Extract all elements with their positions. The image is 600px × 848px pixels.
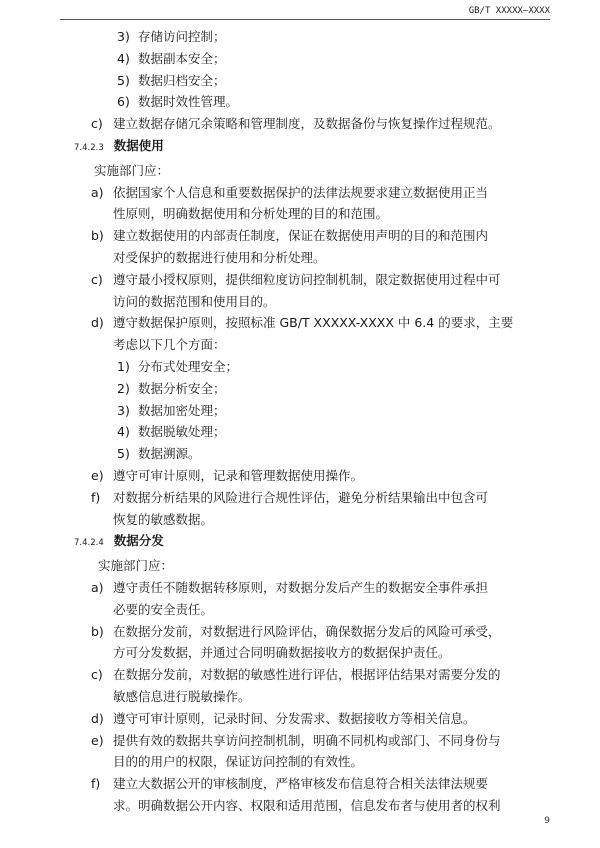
list-item-continuation: 性原则，明确数据使用和分析处理的目的和范围。 xyxy=(113,206,389,222)
sub-list-item: 5) 数据溯源。 xyxy=(117,446,201,462)
list-item-continuation: 必要的安全责任。 xyxy=(113,601,214,617)
list-item-continuation: 方可分发数据，并通过合同明确数据接收方的数据保护责任。 xyxy=(113,645,451,661)
list-item: b) 在数据分发前，对数据进行风险评估，确保数据分发后的风险可承受， xyxy=(91,623,501,639)
list-item: c) 遵守最小授权原则，提供细粒度访问控制机制，限定数据使用过程中可 xyxy=(91,271,501,287)
list-item: 5) 数据归档安全； xyxy=(117,72,226,88)
list-item: d) 遵守数据保护原则，按照标准 GB/T XXXXX-XXXX 中 6.4 的要求，主要 xyxy=(91,315,514,331)
list-item: 6) 数据时效性管理。 xyxy=(117,94,239,110)
list-item: e) 遵守可审计原则，记录和管理数据使用操作。 xyxy=(91,467,364,483)
list-item-continuation: 求。明确数据公开内容、权限和适用范围，信息发布者与使用者的权利 xyxy=(113,797,501,813)
list-item-continuation: 访问的数据范围和使用目的。 xyxy=(113,293,276,309)
list-item: c) 在数据分发前，对数据的敏感性进行评估，根据评估结果对需要分发的 xyxy=(91,667,501,683)
list-item: 3) 存储访问控制； xyxy=(117,29,226,44)
list-item: f) 建立大数据公开的审核制度，严格审核发布信息符合相关法律法规要 xyxy=(91,776,489,792)
sub-list-item: 1) 分布式处理安全； xyxy=(117,358,239,374)
list-item-continuation: 目的的用户的权限，保证访问控制的有效性。 xyxy=(113,754,364,770)
intro-text: 实施部门应： xyxy=(98,558,174,574)
list-item: 4) 数据副本安全； xyxy=(117,50,226,66)
list-item: e) 提供有效的数据共享访问控制机制，明确不同机构或部门、不同身份与 xyxy=(91,732,501,748)
list-item: c) 建立数据存储冗余策略和管理制度，及数据备份与恢复操作过程规范。 xyxy=(91,116,501,132)
sub-list-item: 4) 数据脱敏处理； xyxy=(117,424,226,440)
list-item-continuation: 敏感信息进行脱敏操作。 xyxy=(113,688,251,704)
section-heading: 7.4.2.3 数据使用 xyxy=(74,137,164,153)
list-item: b) 建立数据使用的内部责任制度，保证在数据使用声明的目的和范围内 xyxy=(91,228,489,244)
list-item-continuation: 考虑以下几个方面： xyxy=(113,337,226,353)
sub-list-item: 2) 数据分析安全； xyxy=(117,380,226,396)
section-heading: 7.4.2.4 数据分发 xyxy=(74,533,164,549)
list-item: f) 对数据分析结果的风险进行合规性评估，避免分析结果输出中包含可 xyxy=(91,489,489,505)
list-item-continuation: 恢复的敏感数据。 xyxy=(113,511,214,527)
document-code-header: GB/T XXXXX—XXXX xyxy=(468,6,550,16)
header-rule xyxy=(60,19,550,20)
list-item: a) 遵守责任不随数据转移原则，对数据分发后产生的数据安全事件承担 xyxy=(91,579,489,595)
document-body xyxy=(72,26,550,817)
list-item: d) 遵守可审计原则，记录时间、分发需求、数据接收方等相关信息。 xyxy=(91,710,476,726)
list-item-continuation: 对受保护的数据进行使用和分析处理。 xyxy=(113,249,326,265)
page-number: 9 xyxy=(544,816,550,826)
sub-list-item: 3) 数据加密处理； xyxy=(117,402,226,418)
list-item: a) 依据国家个人信息和重要数据保护的法律法规要求建立数据使用正当 xyxy=(91,184,489,200)
intro-text: 实施部门应： xyxy=(94,162,170,178)
